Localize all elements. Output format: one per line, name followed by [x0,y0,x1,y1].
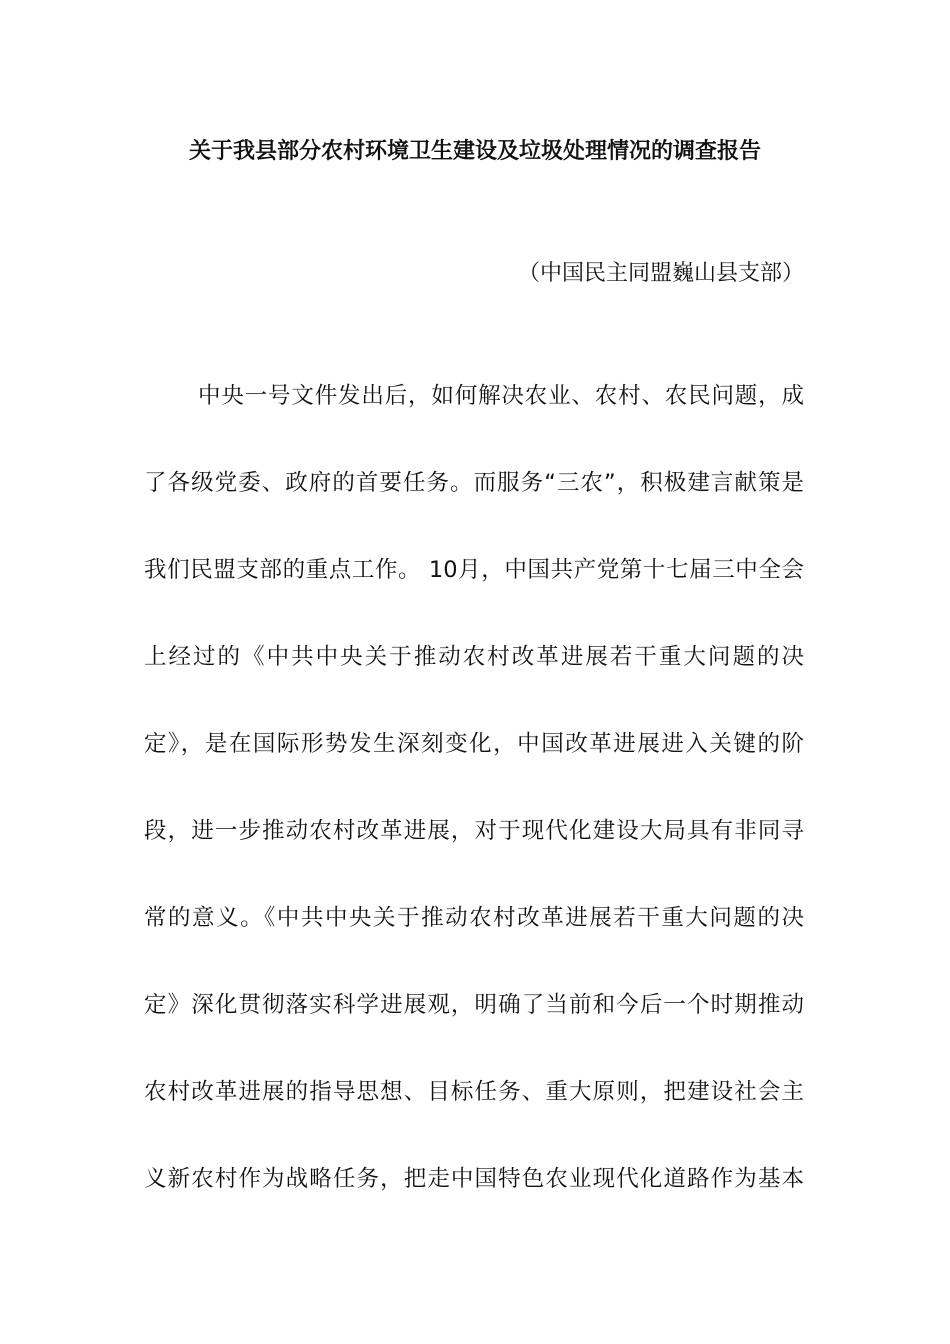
body-line: 常的意义。《中共中央关于推动农村改革进展若干重大问题的决 [144,905,804,931]
body-line: 我们民盟支部的重点工作。 10月，中国共产党第十七届三中全会 [144,557,804,583]
body-line: 上经过的《中共中央关于推动农村改革进展若干重大问题的决 [144,644,804,670]
document-author: （中国民主同盟巍山县支部） [517,261,804,286]
body-line: 定》深化贯彻落实科学进展观，明确了当前和今后一个时期推动 [144,992,804,1018]
body-line: 中央一号文件发出后，如何解决农业、农村、农民问题，成 [198,383,804,409]
body-line: 了各级党委、政府的首要任务。而服务“三农”，积极建言献策是 [144,470,804,496]
body-line: 农村改革进展的指导思想、目标任务、重大原则，把建设社会主 [144,1079,804,1105]
body-line: 定》，是在国际形势发生深刻变化，中国改革进展进入关键的阶 [144,731,804,757]
body-line: 义新农村作为战略任务，把走中国特色农业现代化道路作为基本 [144,1166,804,1192]
document-title: 关于我县部分农村环境卫生建设及垃圾处理情况的调查报告 [188,139,761,164]
body-line: 段，进一步推动农村改革进展，对于现代化建设大局具有非同寻 [144,818,804,844]
